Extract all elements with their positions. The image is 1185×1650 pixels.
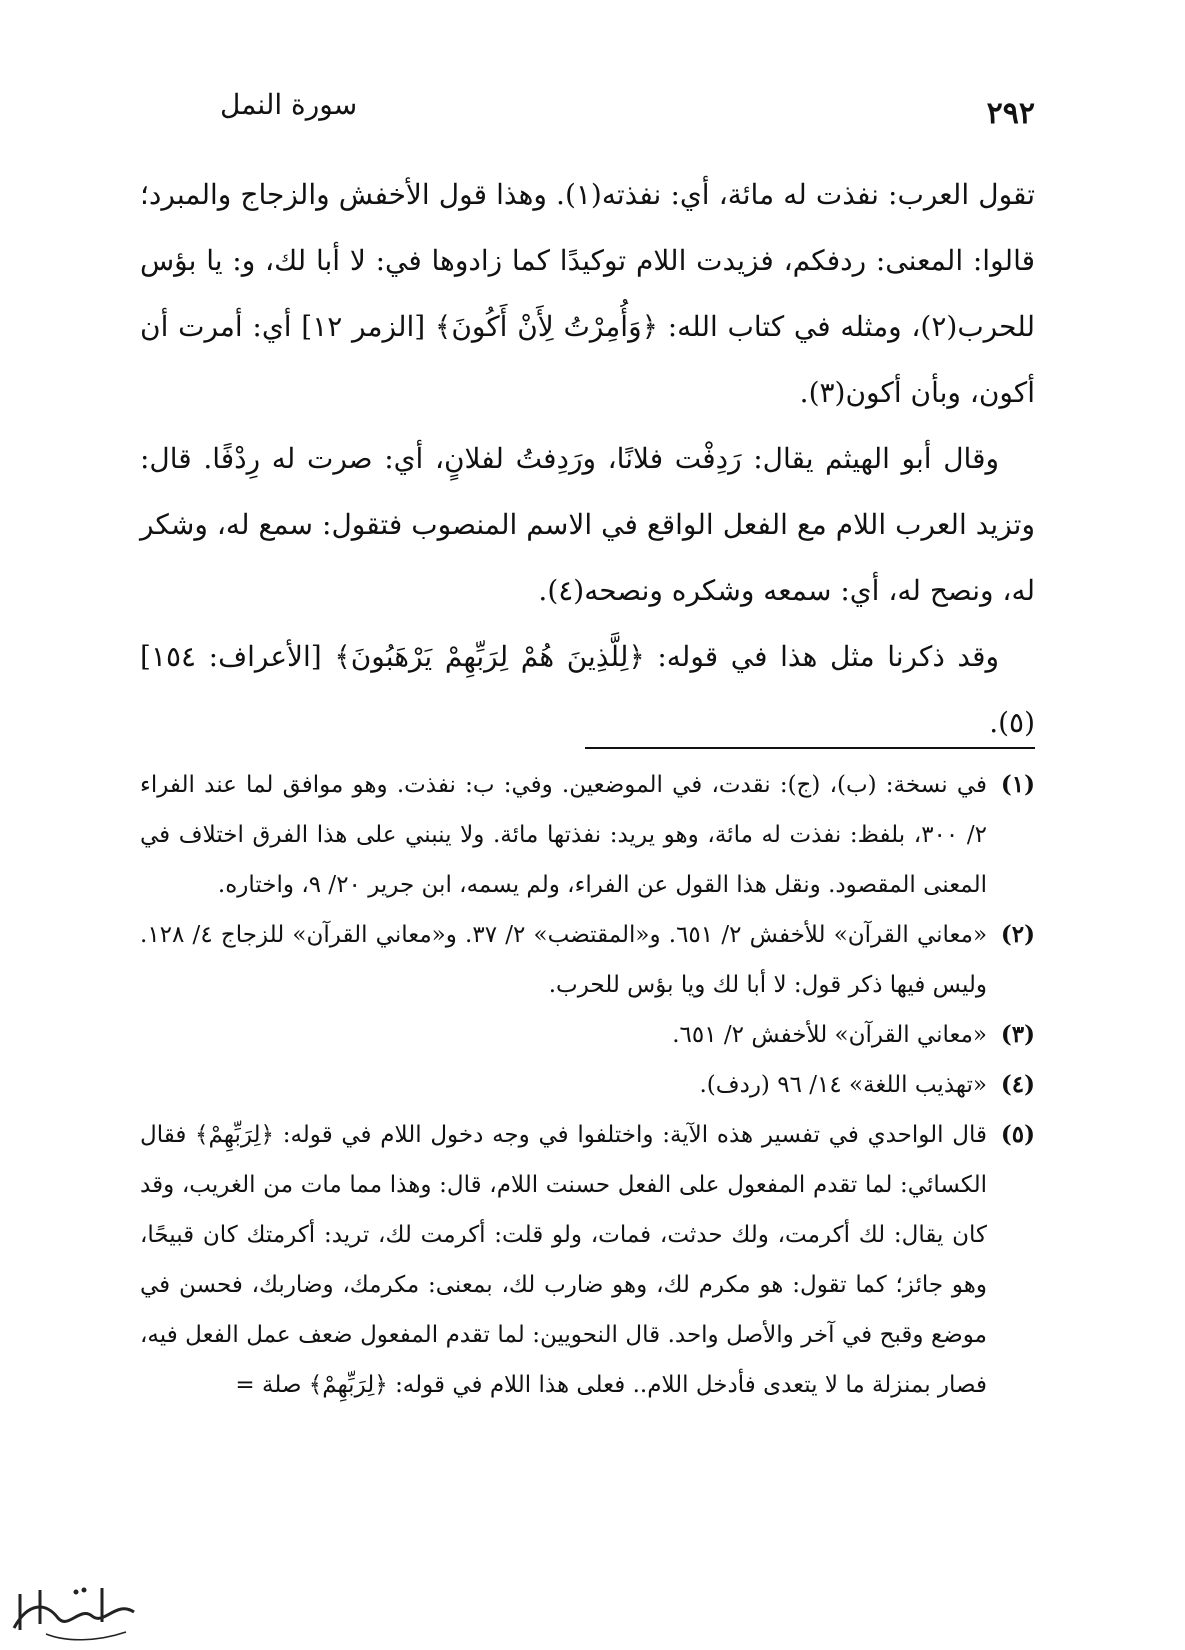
footnote-text: «تهذيب اللغة» ١٤/ ٩٦ (ردف).	[699, 1072, 987, 1098]
footnote-text: قال الواحدي في تفسير هذه الآية: واختلفوا في وجه دخول اللام في قوله: ﴿لِرَبِّهِمْ﴾ فقال الكسائي: لما تقدم المفعول على الفعل حسنت اللام، قال: وهذا مما مات من الغريب، وقد كان يقال: لك أكرمت، ولك حدثت، فمات، ولو قلت: أكرمت لك، تريد: أكرمتك كان قبيحًا، وهو جائز؛ كما تقول: هو مكرم لك، وهو ضارب لك، بمعنى: مكرمك، وضاربك، فحسن في موضع وقبح في آخر والأصل واحد. قال النحويين: لما تقدم المفعول ضعف عمل الفعل فيه، فصار بمنزلة ما لا يتعدى فأدخل اللام.. فعلى هذا اللام في قوله: ﴿لِرَبِّهِمْ﴾ صلة =	[140, 1122, 987, 1398]
footnote-number: (٤)	[1000, 1071, 1035, 1098]
footnote-3	[140, 1010, 1035, 1060]
footnote-number: (٣)	[1000, 1021, 1035, 1048]
watermark-logo	[6, 1572, 146, 1644]
footnote-divider	[585, 747, 1035, 749]
footnote-text: «معاني القرآن» للأخفش ٢/ ٦٥١. و«المقتضب» ٢/ ٣٧. و«معاني القرآن» للزجاج ٤/ ١٢٨. وليس فيها ذكر قول: لا أبا لك ويا بؤس للحرب.	[140, 922, 988, 998]
footnote-number: (٥)	[1000, 1121, 1035, 1148]
footnote-text: في نسخة: (ب)، (ج): نقدت، في الموضعين. وفي: ب: نفذت. وهو موافق لما عند الفراء ٢/ ٣٠٠، بلفظ: نفذت له مائة، وهو يريد: نفذتها مائة. ولا ينبني على هذا الفرق اختلاف في المعنى المقصود. ونقل هذا القول عن الفراء، ولم يسمه، ابن جرير ٢٠/ ٩، واختاره.	[140, 772, 987, 898]
footnote-2	[140, 910, 1035, 1010]
page-number: ٢٩٢	[986, 96, 1035, 131]
footnote-4	[140, 1060, 1035, 1110]
main-text	[140, 162, 1035, 756]
footnote-number: (١)	[1000, 771, 1035, 798]
footnote-text: «معاني القرآن» للأخفش ٢/ ٦٥١.	[672, 1022, 987, 1048]
footnotes	[140, 760, 1035, 1410]
paragraph-3: وقد ذكرنا مثل هذا في قوله: ﴿لِلَّذِينَ هُمْ لِرَبِّهِمْ يَرْهَبُونَ﴾ [الأعراف: ١٥٤](٥).	[140, 640, 1035, 739]
surah-title: سورة النمل	[220, 88, 358, 121]
paragraph-2: وقال أبو الهيثم يقال: رَدِفْت فلانًا، ورَدِفتُ لفلانٍ، أي: صرت له رِدْفًا. قال: وتزيد العرب اللام مع الفعل الواقع في الاسم المنصوب فتقول: سمع له، وشكر له، ونصح له، أي: سمعه وشكره ونصحه(٤).	[140, 442, 1035, 607]
footnote-number: (٢)	[1000, 921, 1035, 948]
page-header	[220, 88, 1035, 148]
footnote-5	[140, 1110, 1035, 1410]
paragraph-1: تقول العرب: نفذت له مائة، أي: نفذته(١). وهذا قول الأخفش والزجاج والمبرد؛ قالوا: المعنى: ردفكم، فزيدت اللام توكيدًا كما زادوها في: لا أبا لك، و: يا بؤس للحرب(٢)، ومثله في كتاب الله: ﴿وَأُمِرْتُ لِأَنْ أَكُونَ﴾ [الزمر ١٢] أي: أمرت أن أكون، وبأن أكون(٣).	[140, 178, 1036, 409]
footnote-1	[140, 760, 1035, 910]
